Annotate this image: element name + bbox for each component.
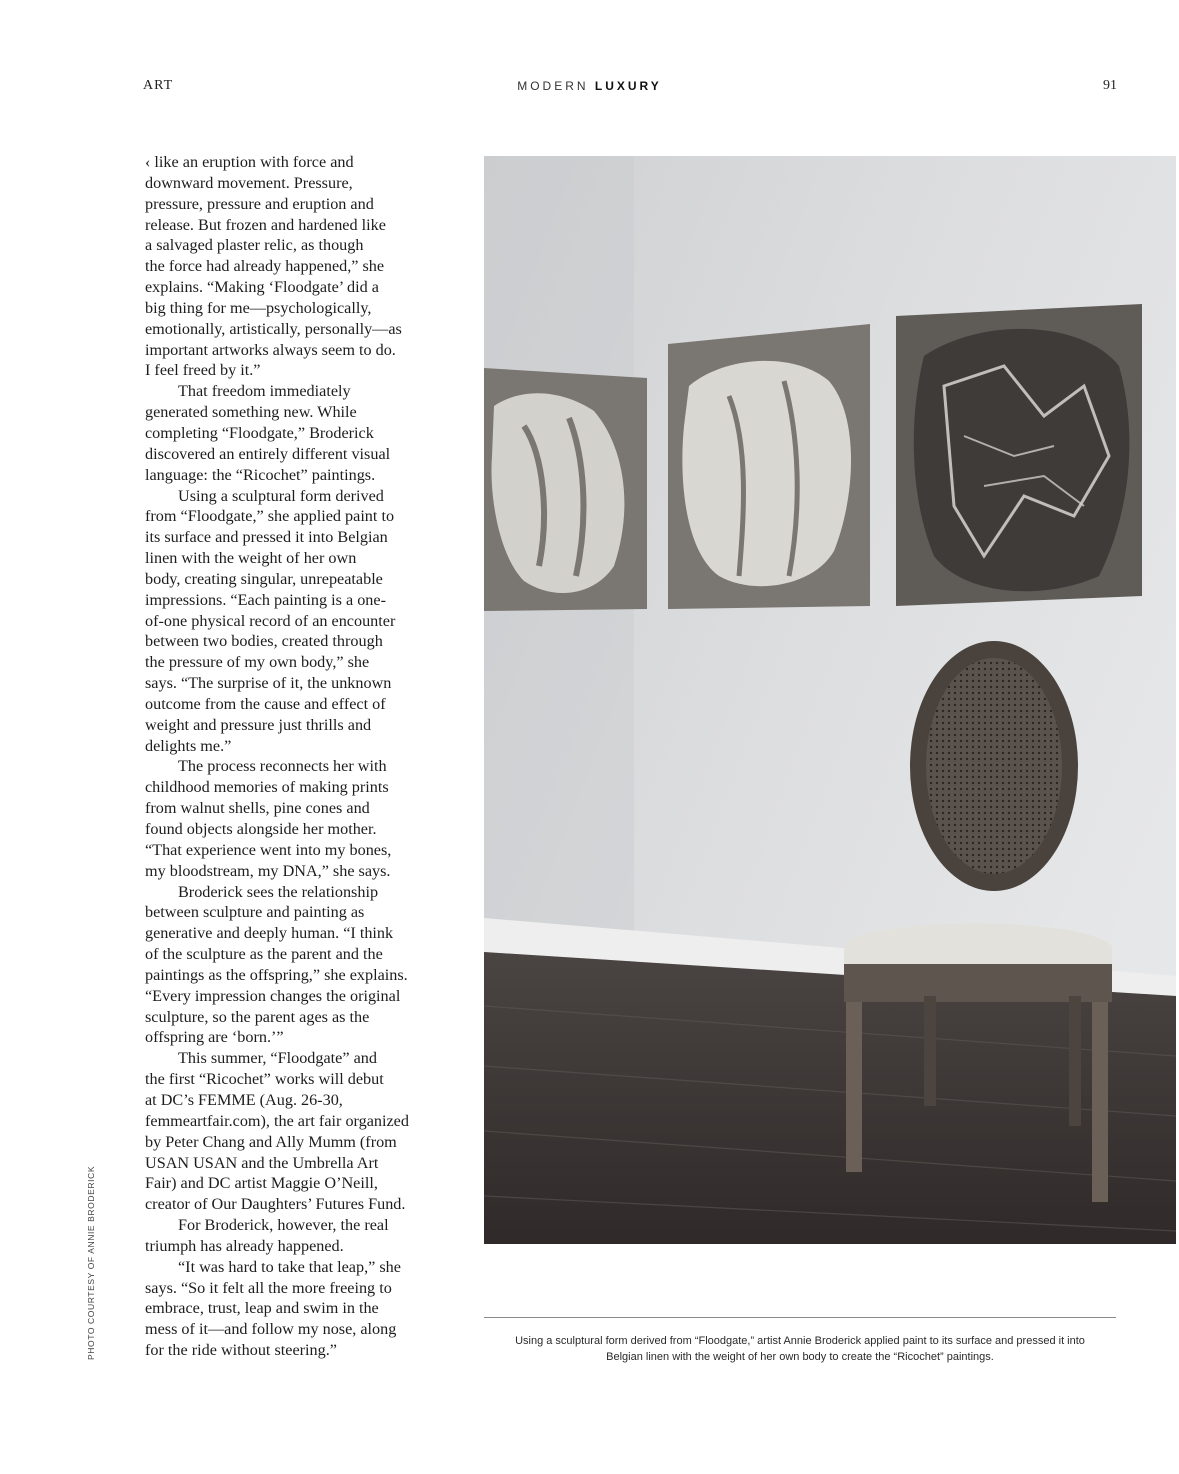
article-line: ‹ like an eruption with force and — [145, 153, 354, 171]
article-line: “That experience went into my bones, — [145, 840, 392, 859]
painting-center — [668, 324, 870, 609]
section-label: ART — [143, 78, 174, 93]
article-line: discovered an entirely different visual — [145, 444, 391, 463]
article-line: linen with the weight of her own — [145, 549, 357, 568]
article-line: paintings as the offspring,” she explains. — [145, 965, 408, 984]
caption-rule — [484, 1317, 1116, 1318]
article-line: my bloodstream, my DNA,” she says. — [145, 861, 391, 880]
article-line: body, creating singular, unrepeatable — [145, 569, 383, 588]
article-body — [145, 152, 445, 1361]
article-line: between sculpture and painting as — [145, 903, 365, 922]
article-line: Broderick sees the relationship — [178, 882, 379, 901]
article-line: generative and deeply human. “I think — [145, 924, 394, 943]
article-line: embrace, trust, leap and swim in the — [145, 1299, 379, 1318]
article-line: explains. “Making ‘Floodgate’ did a — [145, 278, 379, 297]
article-line: weight and pressure just thrills and — [145, 715, 372, 734]
photo-credit: PHOTO COURTESY OF ANNIE BRODERICK — [86, 1165, 96, 1360]
painting-left — [484, 368, 647, 611]
article-line: by Peter Chang and Ally Mumm (from — [145, 1132, 397, 1151]
article-line: of the sculpture as the parent and the — [145, 945, 383, 964]
article-line: emotionally, artistically, personally—as — [145, 319, 402, 338]
article-line: says. “The surprise of it, the unknown — [145, 674, 392, 693]
article-line: creator of Our Daughters’ Futures Fund. — [145, 1195, 406, 1214]
masthead-modern: MODERN — [517, 79, 589, 93]
article-line: impressions. “Each painting is a one- — [145, 590, 386, 609]
article-line: generated something new. While — [145, 403, 357, 422]
article-line: at DC’s FEMME (Aug. 26-30, — [145, 1090, 343, 1109]
article-line: offspring are ‘born.’” — [145, 1028, 284, 1047]
article-line: release. But frozen and hardened like — [145, 215, 386, 234]
photo-caption — [484, 1333, 1116, 1365]
article-line: outcome from the cause and effect of — [145, 694, 386, 713]
article-line: “It was hard to take that leap,” she — [178, 1257, 401, 1276]
article-line: The process reconnects her with — [178, 757, 387, 776]
article-line: Using a sculptural form derived — [178, 486, 384, 505]
article-line: the force had already happened,” she — [145, 257, 385, 276]
article-line: downward movement. Pressure, — [145, 173, 353, 192]
article-line: mess of it—and follow my nose, along — [145, 1320, 397, 1339]
article-line: femmeartfair.com), the art fair organized — [145, 1111, 409, 1130]
article-line: found objects alongside her mother. — [145, 820, 377, 838]
article-line: the pressure of my own body,” she — [145, 653, 370, 672]
article-line: for the ride without steering.” — [145, 1341, 337, 1360]
article-line: delights me.” — [145, 736, 232, 755]
article-line: Fair) and DC artist Maggie O’Neill, — [145, 1174, 378, 1193]
article-line: a salvaged plaster relic, as though — [145, 236, 364, 255]
article-line: USAN USAN and the Umbrella Art — [145, 1153, 379, 1172]
article-line: completing “Floodgate,” Broderick — [145, 423, 374, 442]
caption-line-2: Belgian linen with the weight of her own body to create the “Ricochet” paintings. — [606, 1351, 994, 1363]
article-line: sculpture, so the parent ages as the — [145, 1007, 370, 1026]
article-line: For Broderick, however, the real — [178, 1216, 389, 1235]
article-line: This summer, “Floodgate” and — [178, 1049, 377, 1068]
article-line: language: the “Ricochet” paintings. — [145, 465, 376, 484]
caption-line-1: Using a sculptural form derived from “Floodgate,” artist Annie Broderick applied paint to its surface and pressed it into — [515, 1335, 1085, 1347]
article-line: important artworks always seem to do. — [145, 340, 396, 359]
article-line: the first “Ricochet” works will debut — [145, 1070, 384, 1089]
article-line: pressure, pressure and eruption and — [145, 194, 374, 213]
article-line: from walnut shells, pine cones and — [145, 799, 370, 818]
article-line: between two bodies, created through — [145, 632, 383, 651]
masthead-logo — [0, 79, 1179, 93]
article-line: I feel freed by it.” — [145, 361, 261, 380]
article-line: of-one physical record of an encounter — [145, 611, 396, 630]
masthead-luxury: LUXURY — [594, 79, 662, 93]
article-line: its surface and pressed it into Belgian — [145, 528, 388, 547]
article-line: from “Floodgate,” she applied paint to — [145, 507, 395, 526]
page-number: 91 — [1103, 78, 1117, 93]
article-line: says. “So it felt all the more freeing to — [145, 1278, 392, 1297]
article-line: childhood memories of making prints — [145, 778, 389, 797]
photo — [484, 156, 1176, 1244]
article-line: That freedom immediately — [178, 382, 351, 401]
article-line: triumph has already happened. — [145, 1236, 344, 1255]
painting-right — [896, 304, 1142, 606]
article-line: big thing for me—psychologically, — [145, 298, 372, 317]
article-line: “Every impression changes the original — [145, 986, 401, 1005]
